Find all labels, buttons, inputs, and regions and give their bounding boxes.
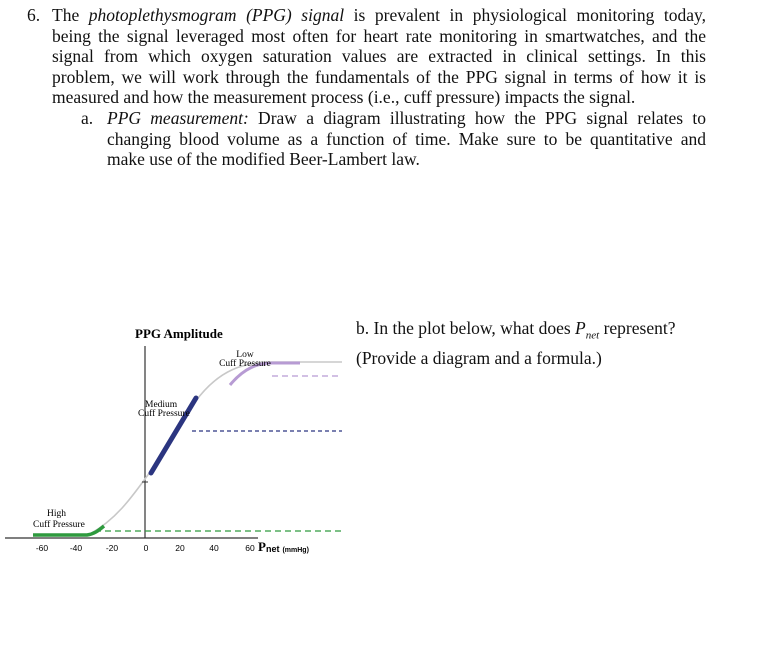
part-b-text-post: represent? [599,318,676,338]
chart-title: PPG Amplitude [135,326,223,341]
x-tick-label: 0 [143,543,149,553]
part-a-title: PPG measurement: [107,108,249,128]
x-tick-label: -20 [105,543,119,553]
annotation-high-2: Cuff Pressure [33,520,85,530]
part-b-symbol: $P_{net}$ [575,318,600,342]
annotation-high-1: High [47,509,66,519]
question-text: being the signal leveraged most often for heart rate monitoring in smartwatches, and the [52,25,706,46]
annotation-low-2: Cuff Pressure [219,359,271,369]
part-a-line-1-text: Draw a diagram illustrating how the PPG signal relates to [248,108,706,128]
question-term: photoplethysmogram (PPG) signal [88,5,345,25]
part-b-line-2: (Provide a diagram and a formula.) [356,347,602,368]
base-curve [90,362,342,534]
annotation-medium-2: Cuff Pressure [138,409,190,419]
question-text: signal from which oxygen saturation values are extracted in clinical settings. In this [52,46,706,66]
x-tick-label: 40 [209,543,219,553]
part-a-label: a. [81,108,94,128]
annotation-low-1: Low [236,350,254,360]
x-tick-label: -40 [69,543,83,553]
question-text: measured and how the measurement process (i.e., cuff pressure) impacts the signal. [52,87,636,107]
question-text: The [52,5,89,25]
question-number: 6. [27,5,41,25]
x-axis-label: Pnet (mmHg) [258,539,309,554]
x-tick-label: -60 [35,543,49,553]
part-b-text-pre: b. In the plot below, what does [356,318,576,338]
x-tick-label: 60 [245,543,255,553]
part-a-line-3: make use of the modified Beer-Lambert law. [107,149,420,169]
part-a-line-2: changing blood volume as a function of time. Make sure to be quantitative and [107,128,706,149]
annotation-medium-1: Medium [145,400,178,410]
question-text: is prevalent in physiological monitoring today, [344,5,706,25]
question-text: problem, we will work through the fundamentals of the PPG signal in terms of how it is [52,66,706,87]
x-tick-label: 20 [175,543,185,553]
x-tick-labels [36,543,255,553]
